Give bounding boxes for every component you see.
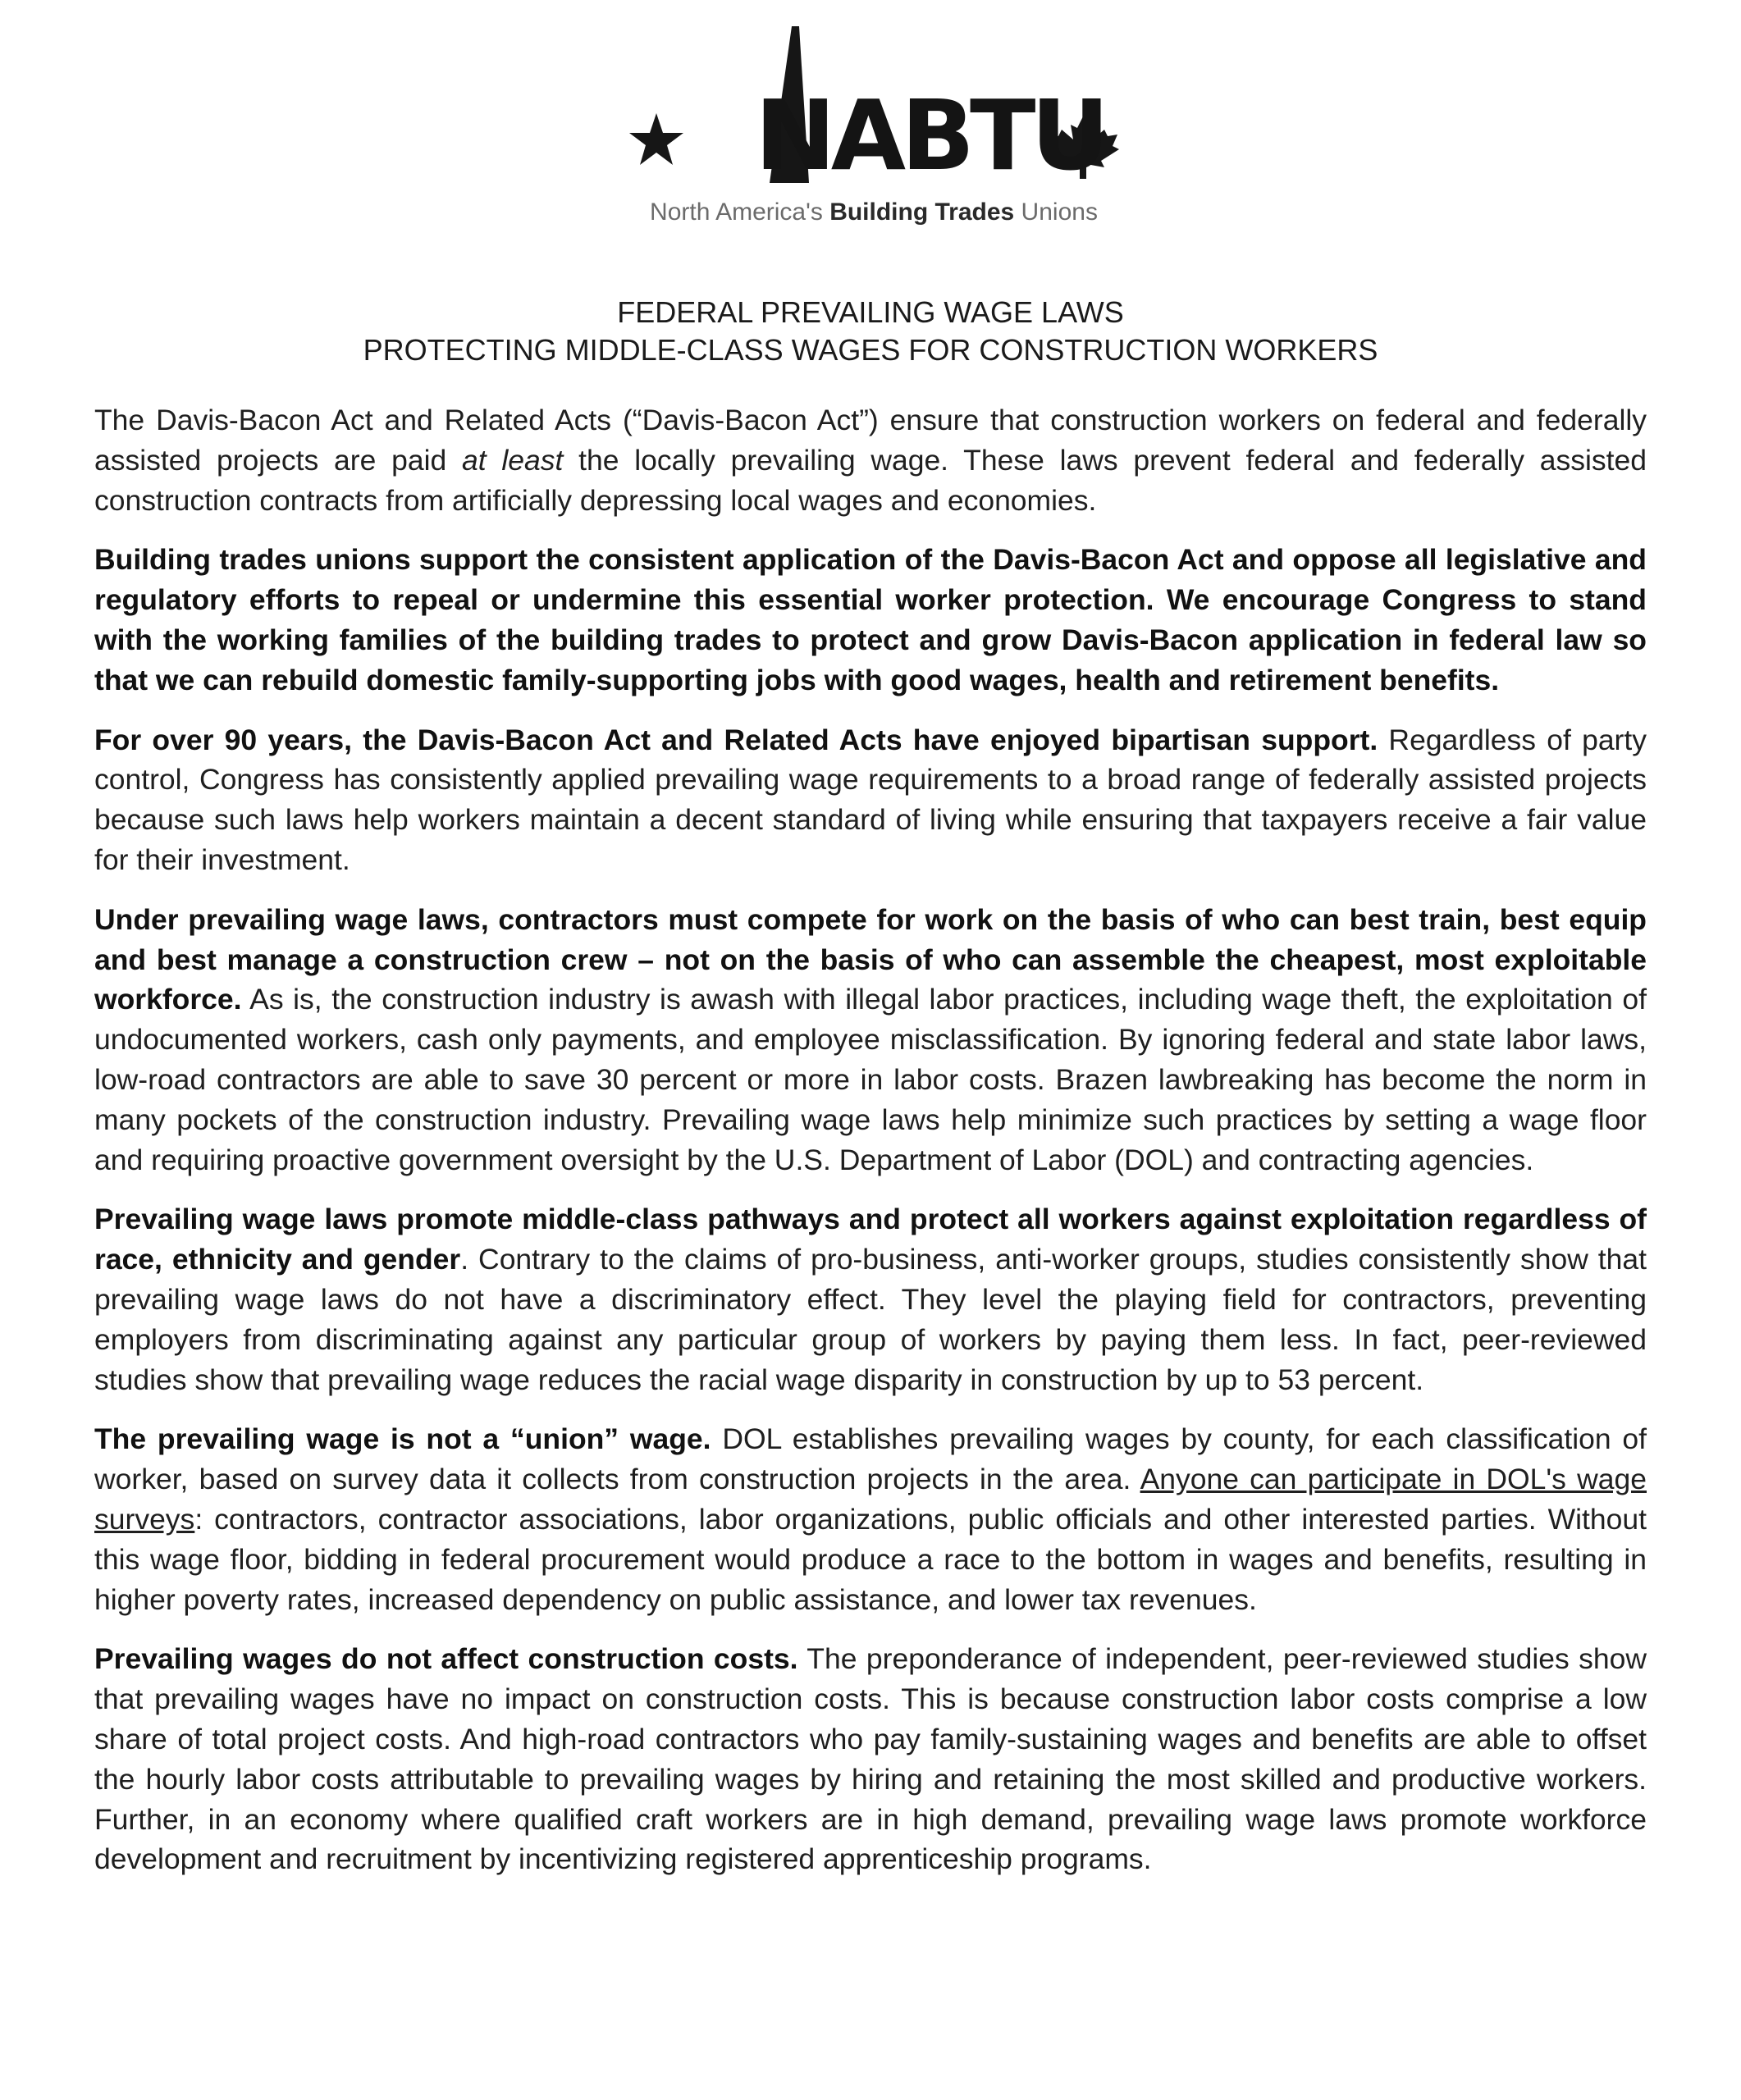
text: the locally prevailing wage. These laws prevent federal and federally assisted construction contracts from artificially depressing local wages and economies. bbox=[94, 443, 1647, 517]
lead-text: The prevailing wage is not a “union” wage. bbox=[94, 1422, 711, 1456]
tagline-prefix: North America's bbox=[650, 199, 830, 226]
lead-text: Under prevailing wage laws, contractors must compete for work on the basis of who can best train, best equip and best manage a construction crew – not on the basis of who can assemble the cheapest, most exploitable workforce. bbox=[94, 902, 1647, 1016]
text: The Davis-Bacon Act and Related Acts (“Davis-Bacon Act”) ensure that construction workers on federal and federally assisted projects are paid bbox=[94, 404, 1647, 477]
text: DOL establishes prevailing wages by county, for each classification of worker, based on survey data it collects from construction projects in the area. bbox=[94, 1422, 1647, 1496]
tagline-suffix: Unions bbox=[1014, 199, 1098, 226]
tagline-bold: Building Trades bbox=[829, 199, 1015, 226]
star-icon bbox=[629, 113, 683, 165]
paragraph-costs bbox=[94, 1639, 1647, 1879]
paragraph-intro bbox=[94, 400, 1647, 520]
paragraph-bipartisan bbox=[94, 720, 1647, 880]
emphasis-text: at least bbox=[461, 443, 564, 477]
logo-tagline bbox=[624, 199, 1124, 226]
lead-text: For over 90 years, the Davis-Bacon Act and Related Acts have enjoyed bipartisan support. bbox=[94, 723, 1378, 756]
title-line-1: FEDERAL PREVAILING WAGE LAWS bbox=[617, 295, 1124, 329]
paragraph-support bbox=[94, 540, 1647, 700]
text: . Contrary to the claims of pro-business, anti-worker groups, studies consistently show that prevailing wage laws do not have a discriminatory effect. They level the playing field for contractors, preventing employers from discriminating against any particular group of workers by paying them less. In fact, peer-reviewed studies show that prevailing wage reduces the racial wage disparity in construction by up to 53 percent. bbox=[94, 1243, 1647, 1396]
paragraph-not-union-wage bbox=[94, 1419, 1647, 1619]
text: Regardless of party control, Congress has consistently applied prevailing wage requirements to a broad range of federally assisted projects because such laws help workers maintain a decent standard of living while ensuring that taxpayers receive a fair value for their investment. bbox=[94, 723, 1647, 876]
lead-text: Prevailing wages do not affect construction costs. bbox=[94, 1642, 798, 1676]
paragraph-middle-class bbox=[94, 1199, 1647, 1399]
text: As is, the construction industry is awash with illegal labor practices, including wage theft, the exploitation of undocumented workers, cash only payments, and employee misclassification. By ignoring federal and state labor laws, low-road contractors are able to save 30 percent or more in labor costs. Brazen lawbreaking has become the norm in many pockets of the construction industry. Prevailing wage laws help minimize such practices by setting a wage floor and requiring proactive government oversight by the U.S. Department of Labor (DOL) and contracting agencies. bbox=[94, 983, 1647, 1176]
lead-text: Prevailing wage laws promote middle-class pathways and protect all workers against exploitation regardless of race, ethnicity and gender bbox=[94, 1203, 1647, 1276]
document-body bbox=[94, 400, 1647, 1899]
nabtu-logo bbox=[624, 23, 1124, 236]
text: The preponderance of independent, peer-reviewed studies show that prevailing wages have no impact on construction costs. This is because construction labor costs comprise a low share of total project costs. And high-road contractors who pay family-sustaining wages and benefits are able to offset the hourly labor costs attributable to prevailing wages by hiring and retaining the most skilled and productive workers. Further, in an economy where qualified craft workers are in high demand, prevailing wage laws promote workforce development and recruitment by incentivizing registered apprenticeship programs. bbox=[94, 1642, 1647, 1876]
wage-survey-link[interactable]: Anyone can participate in DOL's wage surveys bbox=[94, 1463, 1647, 1536]
logo-wordmark: NABTU bbox=[755, 79, 1105, 192]
paragraph-competition bbox=[94, 900, 1647, 1180]
text: : contractors, contractor associations, labor organizations, public officials and other interested parties. Without this wage floor, bidding in federal procurement would produce a race to the bottom in wages and benefits, resulting in higher poverty rates, increased dependency on public assistance, and lower tax revenues. bbox=[94, 1502, 1647, 1616]
lead-text: Building trades unions support the consistent application of the Davis-Bacon Act and oppose all legislative and regulatory efforts to repeal or undermine this essential worker protection. We encourage Congress to stand with the working families of the building trades to protect and grow Davis-Bacon application in federal law so that we can rebuild domestic family-supporting jobs with good wages, health and retirement benefits. bbox=[94, 543, 1647, 696]
title-line-2: PROTECTING MIDDLE-CLASS WAGES FOR CONSTRUCTION WORKERS bbox=[363, 333, 1378, 367]
document-title bbox=[0, 294, 1741, 369]
